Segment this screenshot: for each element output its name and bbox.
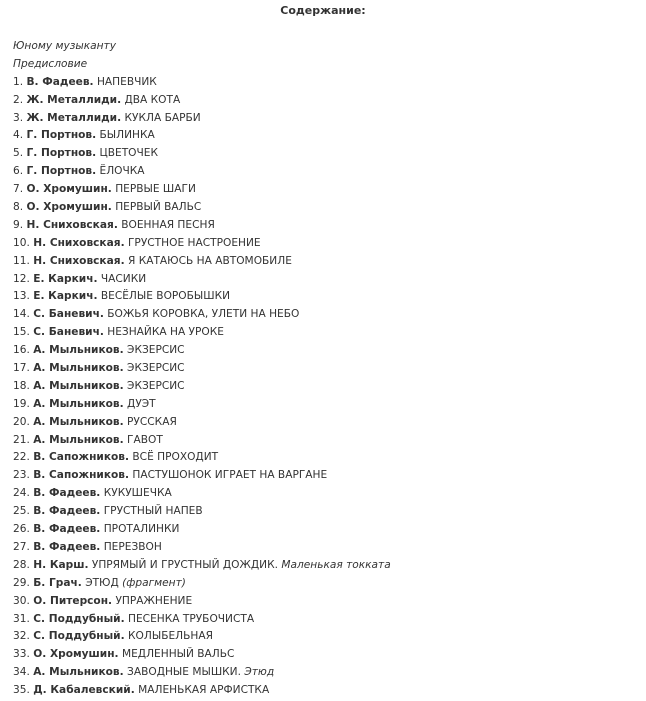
entry-number: 25. xyxy=(13,505,30,518)
entry-title: ПРОТАЛИНКИ xyxy=(103,523,180,536)
entry-number: 14. xyxy=(13,308,30,321)
entry-note: Этюд xyxy=(244,666,275,679)
entry-author: Е. Каркич. xyxy=(33,272,98,285)
entry-author: О. Хромушин. xyxy=(26,183,112,196)
entry-title: ЦВЕТОЧЕК xyxy=(99,147,158,160)
entry-title: ПЕРЕЗВОН xyxy=(103,540,162,553)
entry-number: 5. xyxy=(13,147,24,160)
contents-entry xyxy=(13,306,391,324)
entry-title: ГАВОТ xyxy=(127,433,163,446)
contents-entry xyxy=(13,521,391,539)
contents-entry xyxy=(13,414,391,432)
entry-author: В. Фадеев. xyxy=(26,75,94,88)
entry-title: КУКУШЕЧКА xyxy=(103,487,172,500)
entry-author: В. Сапожников. xyxy=(33,451,130,464)
entry-number: 32. xyxy=(13,630,30,643)
entry-author: Г. Портнов. xyxy=(26,165,97,178)
entry-note: (фрагмент) xyxy=(122,576,186,589)
entry-number: 6. xyxy=(13,165,24,178)
entry-number: 12. xyxy=(13,272,30,285)
entry-title: ДУЭТ xyxy=(127,397,156,410)
contents-entry xyxy=(13,682,391,700)
entry-author: В. Фадеев. xyxy=(33,540,101,553)
entry-title: ДВА КОТА xyxy=(124,93,181,106)
entry-title: ЗАВОДНЫЕ МЫШКИ. xyxy=(127,666,241,679)
entry-title: РУССКАЯ xyxy=(127,415,177,428)
entry-author: Г. Портнов. xyxy=(26,129,97,142)
entry-author: С. Баневич. xyxy=(33,308,104,321)
entry-number: 31. xyxy=(13,612,30,625)
entry-author: О. Питерсон. xyxy=(33,594,113,607)
contents-entry xyxy=(13,557,391,575)
entry-author: В. Сапожников. xyxy=(33,469,130,482)
entry-number: 34. xyxy=(13,666,30,679)
entry-author: С. Баневич. xyxy=(33,326,104,339)
entry-author: Ж. Металлиди. xyxy=(26,111,122,124)
entry-number: 30. xyxy=(13,594,30,607)
entry-title: ПЕСЕНКА ТРУБОЧИСТА xyxy=(128,612,255,625)
contents-entry xyxy=(13,449,391,467)
contents-entry xyxy=(13,593,391,611)
contents-entry xyxy=(13,127,391,145)
entry-title: ЭКЗЕРСИС xyxy=(127,379,185,392)
entry-author: Д. Кабалевский. xyxy=(33,684,135,697)
entry-number: 21. xyxy=(13,433,30,446)
entry-author: В. Фадеев. xyxy=(33,487,101,500)
contents-entry xyxy=(13,110,391,128)
entry-number: 23. xyxy=(13,469,30,482)
entry-title: БОЖЬЯ КОРОВКА, УЛЕТИ НА НЕБО xyxy=(107,308,300,321)
entry-number: 29. xyxy=(13,576,30,589)
entry-author: Н. Сниховская. xyxy=(33,236,125,249)
entry-title: ВОЕННАЯ ПЕСНЯ xyxy=(121,218,215,231)
entry-author: Н. Карш. xyxy=(33,558,89,571)
contents-entry xyxy=(13,628,391,646)
contents-entry xyxy=(13,92,391,110)
contents-entry xyxy=(13,467,391,485)
contents-entry xyxy=(13,324,391,342)
contents-entry xyxy=(13,288,391,306)
entry-title: ВЕСЁЛЫЕ ВОРОБЫШКИ xyxy=(100,290,231,303)
contents-entry xyxy=(13,253,391,271)
entry-number: 1. xyxy=(13,75,24,88)
intro-title: Юному музыканту xyxy=(13,40,116,52)
entry-number: 33. xyxy=(13,648,30,661)
entry-title: КОЛЫБЕЛЬНАЯ xyxy=(128,630,213,643)
entry-title: МЕДЛЕННЫЙ ВАЛЬС xyxy=(121,648,235,661)
entry-title: ПЕРВЫЕ ШАГИ xyxy=(115,183,196,196)
entry-number: 13. xyxy=(13,290,30,303)
contents-entry xyxy=(13,575,391,593)
entry-number: 35. xyxy=(13,684,30,697)
entry-author: А. Мыльников. xyxy=(33,666,124,679)
contents-entry xyxy=(13,503,391,521)
entry-number: 24. xyxy=(13,487,30,500)
entry-note: Маленькая токката xyxy=(281,558,391,571)
contents-heading: Содержание: xyxy=(280,4,366,17)
contents-intro-item xyxy=(13,56,391,74)
entry-author: А. Мыльников. xyxy=(33,415,124,428)
entry-title: ЧАСИКИ xyxy=(100,272,147,285)
entry-author: О. Хромушин. xyxy=(26,201,112,214)
contents-intro-item xyxy=(13,38,391,56)
entry-author: А. Мыльников. xyxy=(33,362,124,375)
contents-entry xyxy=(13,646,391,664)
entry-author: В. Фадеев. xyxy=(33,505,101,518)
entry-title: ВСЁ ПРОХОДИТ xyxy=(132,451,219,464)
entry-author: Е. Каркич. xyxy=(33,290,98,303)
entry-number: 18. xyxy=(13,379,30,392)
entry-number: 9. xyxy=(13,218,24,231)
entry-number: 27. xyxy=(13,540,30,553)
entry-number: 15. xyxy=(13,326,30,339)
contents-entry xyxy=(13,485,391,503)
entry-title: Я КАТАЮСЬ НА АВТОМОБИЛЕ xyxy=(127,254,292,267)
contents-entry xyxy=(13,611,391,629)
entry-number: 7. xyxy=(13,183,24,196)
entry-title: ЭКЗЕРСИС xyxy=(127,344,185,357)
contents-entry xyxy=(13,217,391,235)
contents-list xyxy=(13,38,391,700)
contents-entry xyxy=(13,163,391,181)
entry-author: Г. Портнов. xyxy=(26,147,97,160)
entry-title: НЕЗНАЙКА НА УРОКЕ xyxy=(107,326,224,339)
entry-number: 17. xyxy=(13,362,30,375)
contents-entry xyxy=(13,396,391,414)
entry-number: 2. xyxy=(13,93,24,106)
entry-author: Н. Сниховская. xyxy=(33,254,125,267)
contents-entry xyxy=(13,74,391,92)
entry-author: О. Хромушин. xyxy=(33,648,119,661)
entry-number: 20. xyxy=(13,415,30,428)
entry-author: Ж. Металлиди. xyxy=(26,93,122,106)
entry-author: А. Мыльников. xyxy=(33,344,124,357)
entry-author: А. Мыльников. xyxy=(33,397,124,410)
entry-title: ЁЛОЧКА xyxy=(99,165,145,178)
entry-number: 3. xyxy=(13,111,24,124)
entry-number: 10. xyxy=(13,236,30,249)
entry-number: 19. xyxy=(13,397,30,410)
contents-entry xyxy=(13,360,391,378)
entry-author: А. Мыльников. xyxy=(33,379,124,392)
contents-entry xyxy=(13,378,391,396)
intro-title: Предисловие xyxy=(13,57,88,70)
contents-entry xyxy=(13,664,391,682)
entry-number: 28. xyxy=(13,558,30,571)
contents-entry xyxy=(13,181,391,199)
entry-title: ПАСТУШОНОК ИГРАЕТ НА ВАРГАНЕ xyxy=(132,469,328,482)
entry-number: 26. xyxy=(13,523,30,536)
entry-number: 8. xyxy=(13,201,24,214)
entry-title: БЫЛИНКА xyxy=(99,129,155,142)
entry-title: ПЕРВЫЙ ВАЛЬС xyxy=(115,201,202,214)
entry-author: С. Поддубный. xyxy=(33,630,125,643)
entry-title: ГРУСТНОЕ НАСТРОЕНИЕ xyxy=(127,236,261,249)
entry-title: УПРАЖНЕНИЕ xyxy=(115,594,193,607)
entry-number: 11. xyxy=(13,254,30,267)
entry-title: ЭКЗЕРСИС xyxy=(127,362,185,375)
contents-entry xyxy=(13,342,391,360)
entry-title: НАПЕВЧИК xyxy=(96,75,157,88)
contents-entry xyxy=(13,235,391,253)
entry-title: ЭТЮД xyxy=(85,576,119,589)
entry-author: С. Поддубный. xyxy=(33,612,125,625)
entry-title: ГРУСТНЫЙ НАПЕВ xyxy=(103,505,203,518)
contents-entry xyxy=(13,432,391,450)
entry-number: 16. xyxy=(13,344,30,357)
contents-entry xyxy=(13,539,391,557)
entry-number: 22. xyxy=(13,451,30,464)
entry-author: В. Фадеев. xyxy=(33,523,101,536)
entry-title: УПРЯМЫЙ И ГРУСТНЫЙ ДОЖДИК. xyxy=(91,558,278,571)
entry-title: КУКЛА БАРБИ xyxy=(124,111,201,124)
contents-entry xyxy=(13,271,391,289)
entry-number: 4. xyxy=(13,129,24,142)
contents-entry xyxy=(13,145,391,163)
entry-title: МАЛЕНЬКАЯ АРФИСТКА xyxy=(138,684,270,697)
entry-author: Б. Грач. xyxy=(33,576,82,589)
contents-entry xyxy=(13,199,391,217)
entry-author: А. Мыльников. xyxy=(33,433,124,446)
entry-author: Н. Сниховская. xyxy=(26,218,118,231)
